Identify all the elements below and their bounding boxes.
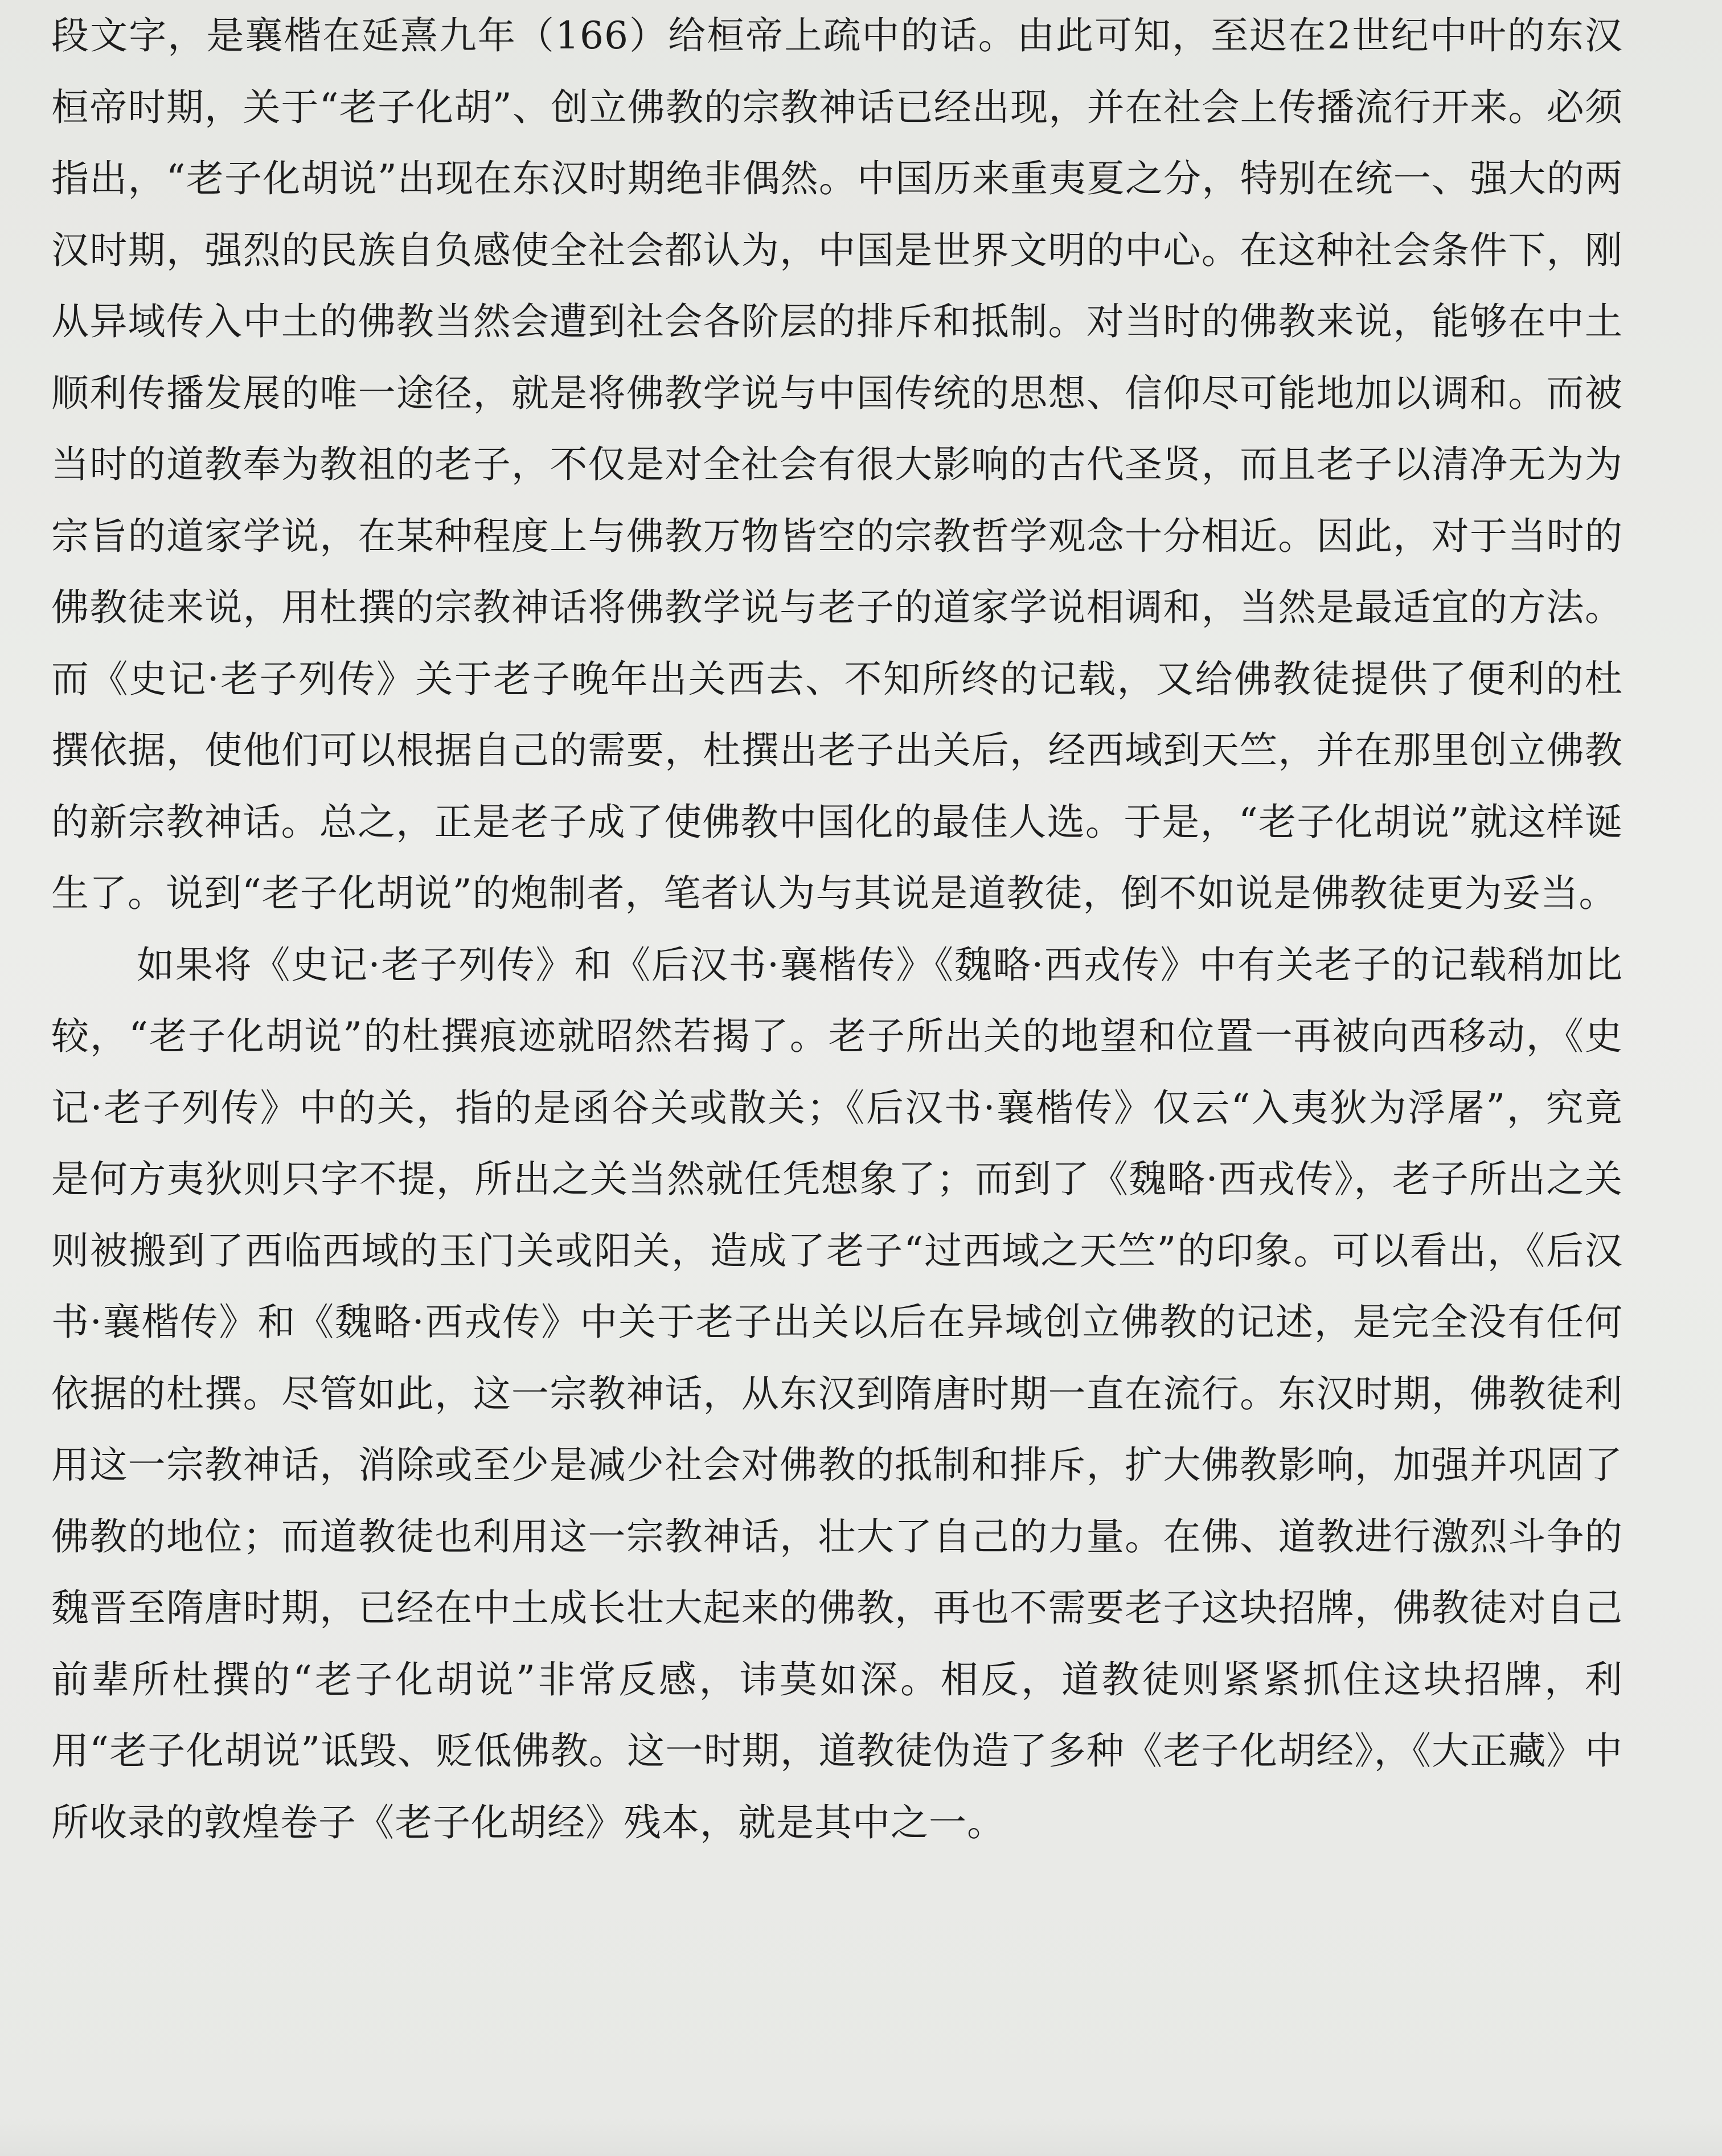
paragraph-1: 段文字，是襄楷在延熹九年（166）给桓帝上疏中的话。由此可知，至迟在2世纪中叶的东汉桓帝时期，关于“老子化胡”、创立佛教的宗教神话已经出现，并在社会上传播流行开来。必须指出，“老子化胡说”出现在东汉时期绝非偶然。中国历来重夷夏之分，特别在统一、强大的两汉时期，强烈的民族自负感使全社会都认为，中国是世界文明的中心。在这种社会条件下，刚从异域传入中土的佛教当然会遭到社会各阶层的排斥和抵制。对当时的佛教来说，能够在中土顺利传播发展的唯一途径，就是将佛教学说与中国传统的思想、信仰尽可能地加以调和。而被当时的道教奉为教祖的老子，不仅是对全社会有很大影响的古代圣贤，而且老子以清净无为为宗旨的道家学说，在某种程度上与佛教万物皆空的宗教哲学观念十分相近。因此，对于当时的佛教徒来说，用杜撰的宗教神话将佛教学说与老子的道家学说相调和，当然是最适宜的方法。而《史记·老子列传》关于老子晚年出关西去、不知所终的记载，又给佛教徒提供了便利的杜撰依据，使他们可以根据自己的需要，杜撰出老子出关后，经西域到天竺，并在那里创立佛教的新宗教神话。总之，正是老子成了使佛教中国化的最佳人选。于是，“老子化胡说”就这样诞生了。说到“老子化胡说”的炮制者，笔者认为与其说是道教徒，倒不如说是佛教徒更为妥当。 <box>51 14 1623 915</box>
paragraph-2: 如果将《史记·老子列传》和《后汉书·襄楷传》《魏略·西戎传》中有关老子的记载稍加比较，“老子化胡说”的杜撰痕迹就昭然若揭了。老子所出关的地望和位置一再被向西移动，《史记·老子列传》中的关，指的是函谷关或散关；《后汉书·襄楷传》仅云“入夷狄为浮屠”，究竟是何方夷狄则只字不提，所出之关当然就任凭想象了；而到了《魏略·西戎传》，老子所出之关则被搬到了西临西域的玉门关或阳关，造成了老子“过西域之天竺”的印象。可以看出，《后汉书·襄楷传》和《魏略·西戎传》中关于老子出关以后在异域创立佛教的记述，是完全没有任何依据的杜撰。尽管如此，这一宗教神话，从东汉到隋唐时期一直在流行。东汉时期，佛教徒利用这一宗教神话，消除或至少是减少社会对佛教的抵制和排斥，扩大佛教影响，加强并巩固了佛教的地位；而道教徒也利用这一宗教神话，壮大了自己的力量。在佛、道教进行激烈斗争的魏晋至隋唐时期，已经在中土成长壮大起来的佛教，再也不需要老子这块招牌，佛教徒对自己前辈所杜撰的“老子化胡说”非常反感，讳莫如深。相反，道教徒则紧紧抓住这块招牌，利用“老子化胡说”诋毁、贬低佛教。这一时期，道教徒伪造了多种《老子化胡经》，《大正藏》中所收录的敦煌卷子《老子化胡经》残本，就是其中之一。 <box>51 942 1623 1845</box>
body-text <box>51 0 1623 1858</box>
page-bottom-edge <box>0 2116 1722 2156</box>
